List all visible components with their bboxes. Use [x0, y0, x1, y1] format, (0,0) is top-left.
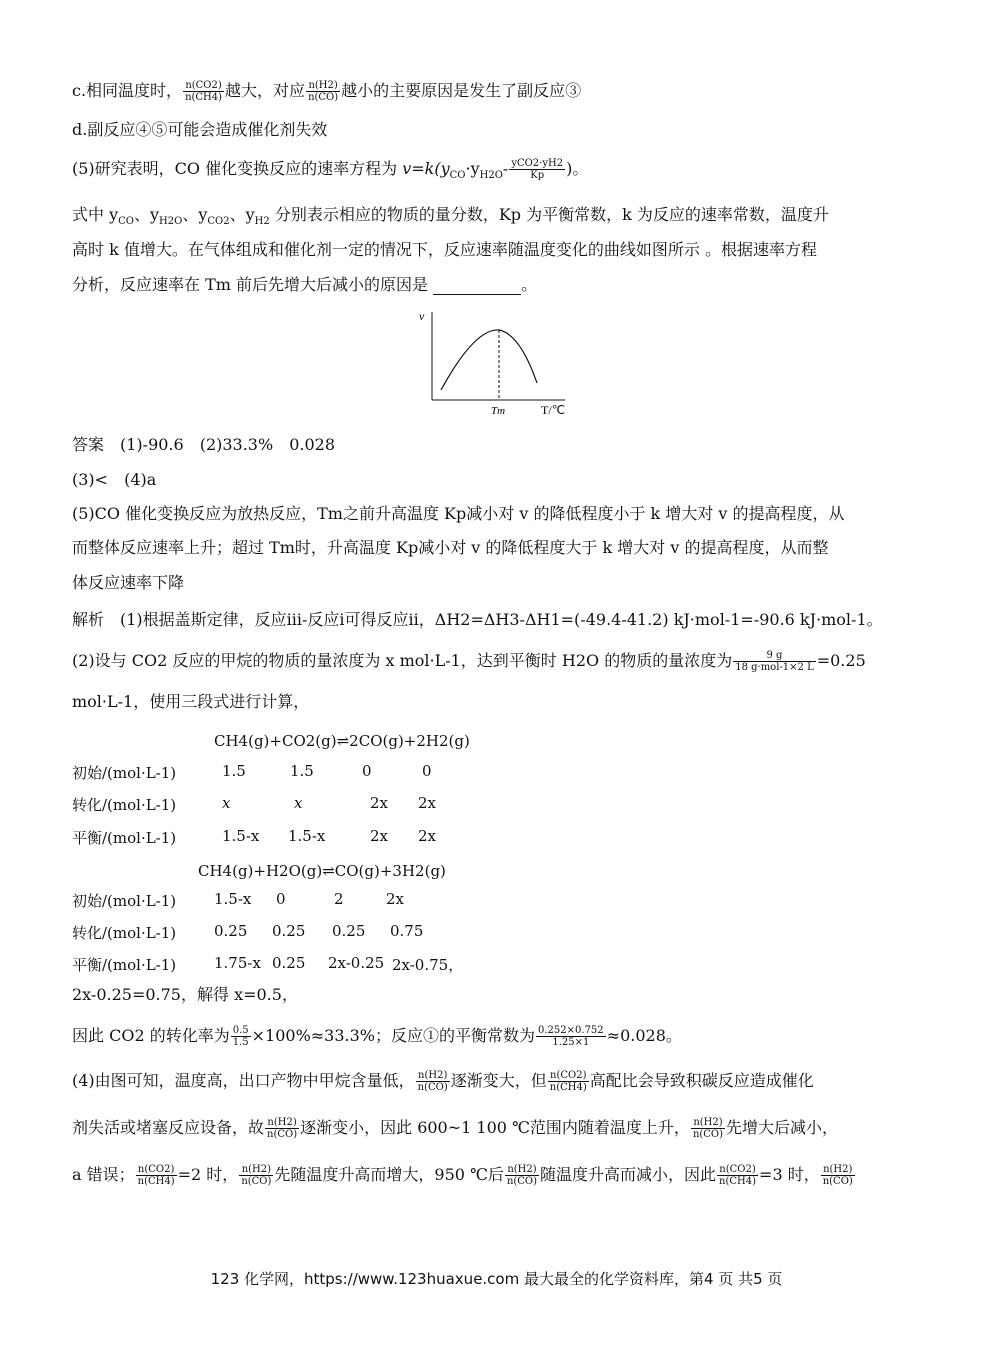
answer-line-2: (3)< (4)a [72, 470, 157, 489]
answer-5a: (5)CO 催化变换反应为放热反应，Tm之前升高温度 Kp减小对 v 的降低程度小于 k 增大对 v 的提高程度，从 [72, 504, 845, 523]
analysis-3: mol·L-1，使用三段式进行计算， [72, 692, 310, 711]
row-label: 平衡/(mol·L-1) [72, 956, 177, 974]
analysis-4c: a 错误； $\frac{n(CO2)}{n(CH4)}$ =2 时， $\frac{n(H2)}{n(CO)}$ 先随温度升高而增大，950 ℃后 $\frac{n(H2)}{n(CO)}$ 随温度升高而减小，因此 $\frac{n(CO2)}{n(CH4)}$ =3 时， $\frac{n(H2)}{n(CO)}$ [72, 1164, 853, 1187]
fraction-h2-co: $\frac{n(H2)}{n(CO)}$ [308, 80, 339, 103]
row-label: 初始/(mol·L-1) [72, 892, 177, 910]
fraction-h2o: 9 g 18 g·mol-1×2 L [735, 650, 814, 673]
analysis-2: (2)设与 CO2 反应的甲烷的物质的量浓度为 x mol·L-1，达到平衡时 H2O 的物质的量浓度为 9 g 18 g·mol-1×2 L =0.25 [72, 650, 866, 673]
rate-temperature-graph [415, 308, 585, 423]
fraction-conversion: $\frac{0.5}{1.5}$ [232, 1025, 249, 1048]
row-label: 转化/(mol·L-1) [72, 796, 177, 814]
question-5: (5)研究表明，CO 催化变换反应的速率方程为 $v=k(y_{CO}\cdot y_{H2O}-$ yCO2·yH2 Kp )。 [72, 158, 589, 182]
fraction-k: $\frac{0.252\times 0.752}{1.25\times 1}$ [538, 1025, 604, 1048]
y-axis-label: v [419, 309, 425, 323]
analysis-4a: (4)由图可知，温度高，出口产物中甲烷含量低， $\frac{n(H2)}{n(CO)}$ 逐渐变大，但 $\frac{n(CO2)}{n(CH4)}$ 高配比会导致积碳反应造成催化 [72, 1070, 814, 1093]
answer-5c: 体反应速率下降 [72, 573, 185, 592]
x-axis-label: T/℃ [541, 403, 566, 417]
equation-2: CH4(g)+H2O(g)⇌CO(g)+3H2(g) [198, 862, 446, 880]
row-label: 平衡/(mol·L-1) [72, 829, 177, 847]
peak-label: Tm [491, 405, 506, 417]
option-d: d.副反应④⑤可能会造成催化剂失效 [72, 120, 328, 139]
fraction-rate: yCO2·yH2 Kp [511, 158, 564, 181]
answer-5b: 而整体反应速率上升；超过 Tm时，升高温度 Kp减小对 v 的降低程度大于 k 增大对 v 的提高程度，从而整 [72, 538, 829, 557]
answer-blank [433, 280, 521, 295]
option-c: c.相同温度时， $\frac{n(CO2)}{n(CH4)}$ 越大，对应 $\frac{n(H2)}{n(CO)}$ 越小的主要原因是发生了副反应③ [72, 80, 582, 103]
conversion-line: 因此 CO2 的转化率为 $\frac{0.5}{1.5}$ ×100%≈33.3%；反应①的平衡常数为 $\frac{0.252\times 0.752}{1.25\times 1}$ ≈0.028。 [72, 1025, 682, 1048]
q5-desc-1: 式中 $y_{CO}$、$y_{H2O}$、$y_{CO2}$、$y_{H2}$ 分别表示相应的物质的量分数，Kp 为平衡常数，k 为反应的速率常数，温度升 [72, 205, 829, 228]
page-footer: 123 化学网，https://www.123huaxue.com 最大最全的化学资料库，第4 页 共5 页 [210, 1270, 783, 1288]
answer-line-1: 答案 (1)-90.6 (2)33.3% 0.028 [72, 435, 335, 454]
equation-solve: 2x-0.25=0.75，解得 x=0.5， [72, 985, 298, 1004]
q5-desc-3: 分析，反应速率在 Tm 前后先增大后减小的原因是 。 [72, 275, 538, 294]
row-label: 转化/(mol·L-1) [72, 924, 177, 942]
q5-desc-2: 高时 k 值增大。在气体组成和催化剂一定的情况下，反应速率随温度变化的曲线如图所示 。根据速率方程 [72, 240, 817, 259]
analysis-4b: 剂失活或堵塞反应设备，故 $\frac{n(H2)}{n(CO)}$ 逐渐变小，因此 600~1 100 ℃范围内随着温度上升， $\frac{n(H2)}{n(CO)}$ 先增大后减小， [72, 1117, 839, 1140]
rate-curve [441, 330, 537, 390]
analysis-1: 解析 (1)根据盖斯定律，反应ⅲ-反应ⅰ可得反应ⅱ，ΔH2=ΔH3-ΔH1=(-49.4-41.2) kJ·mol-1=-90.6 kJ·mol-1。 [72, 610, 883, 629]
row-label: 初始/(mol·L-1) [72, 764, 177, 782]
fraction-co2-ch4: $\frac{n(CO2)}{n(CH4)}$ [185, 80, 223, 103]
equation-1: CH4(g)+CO2(g)⇌2CO(g)+2H2(g) [214, 732, 470, 750]
